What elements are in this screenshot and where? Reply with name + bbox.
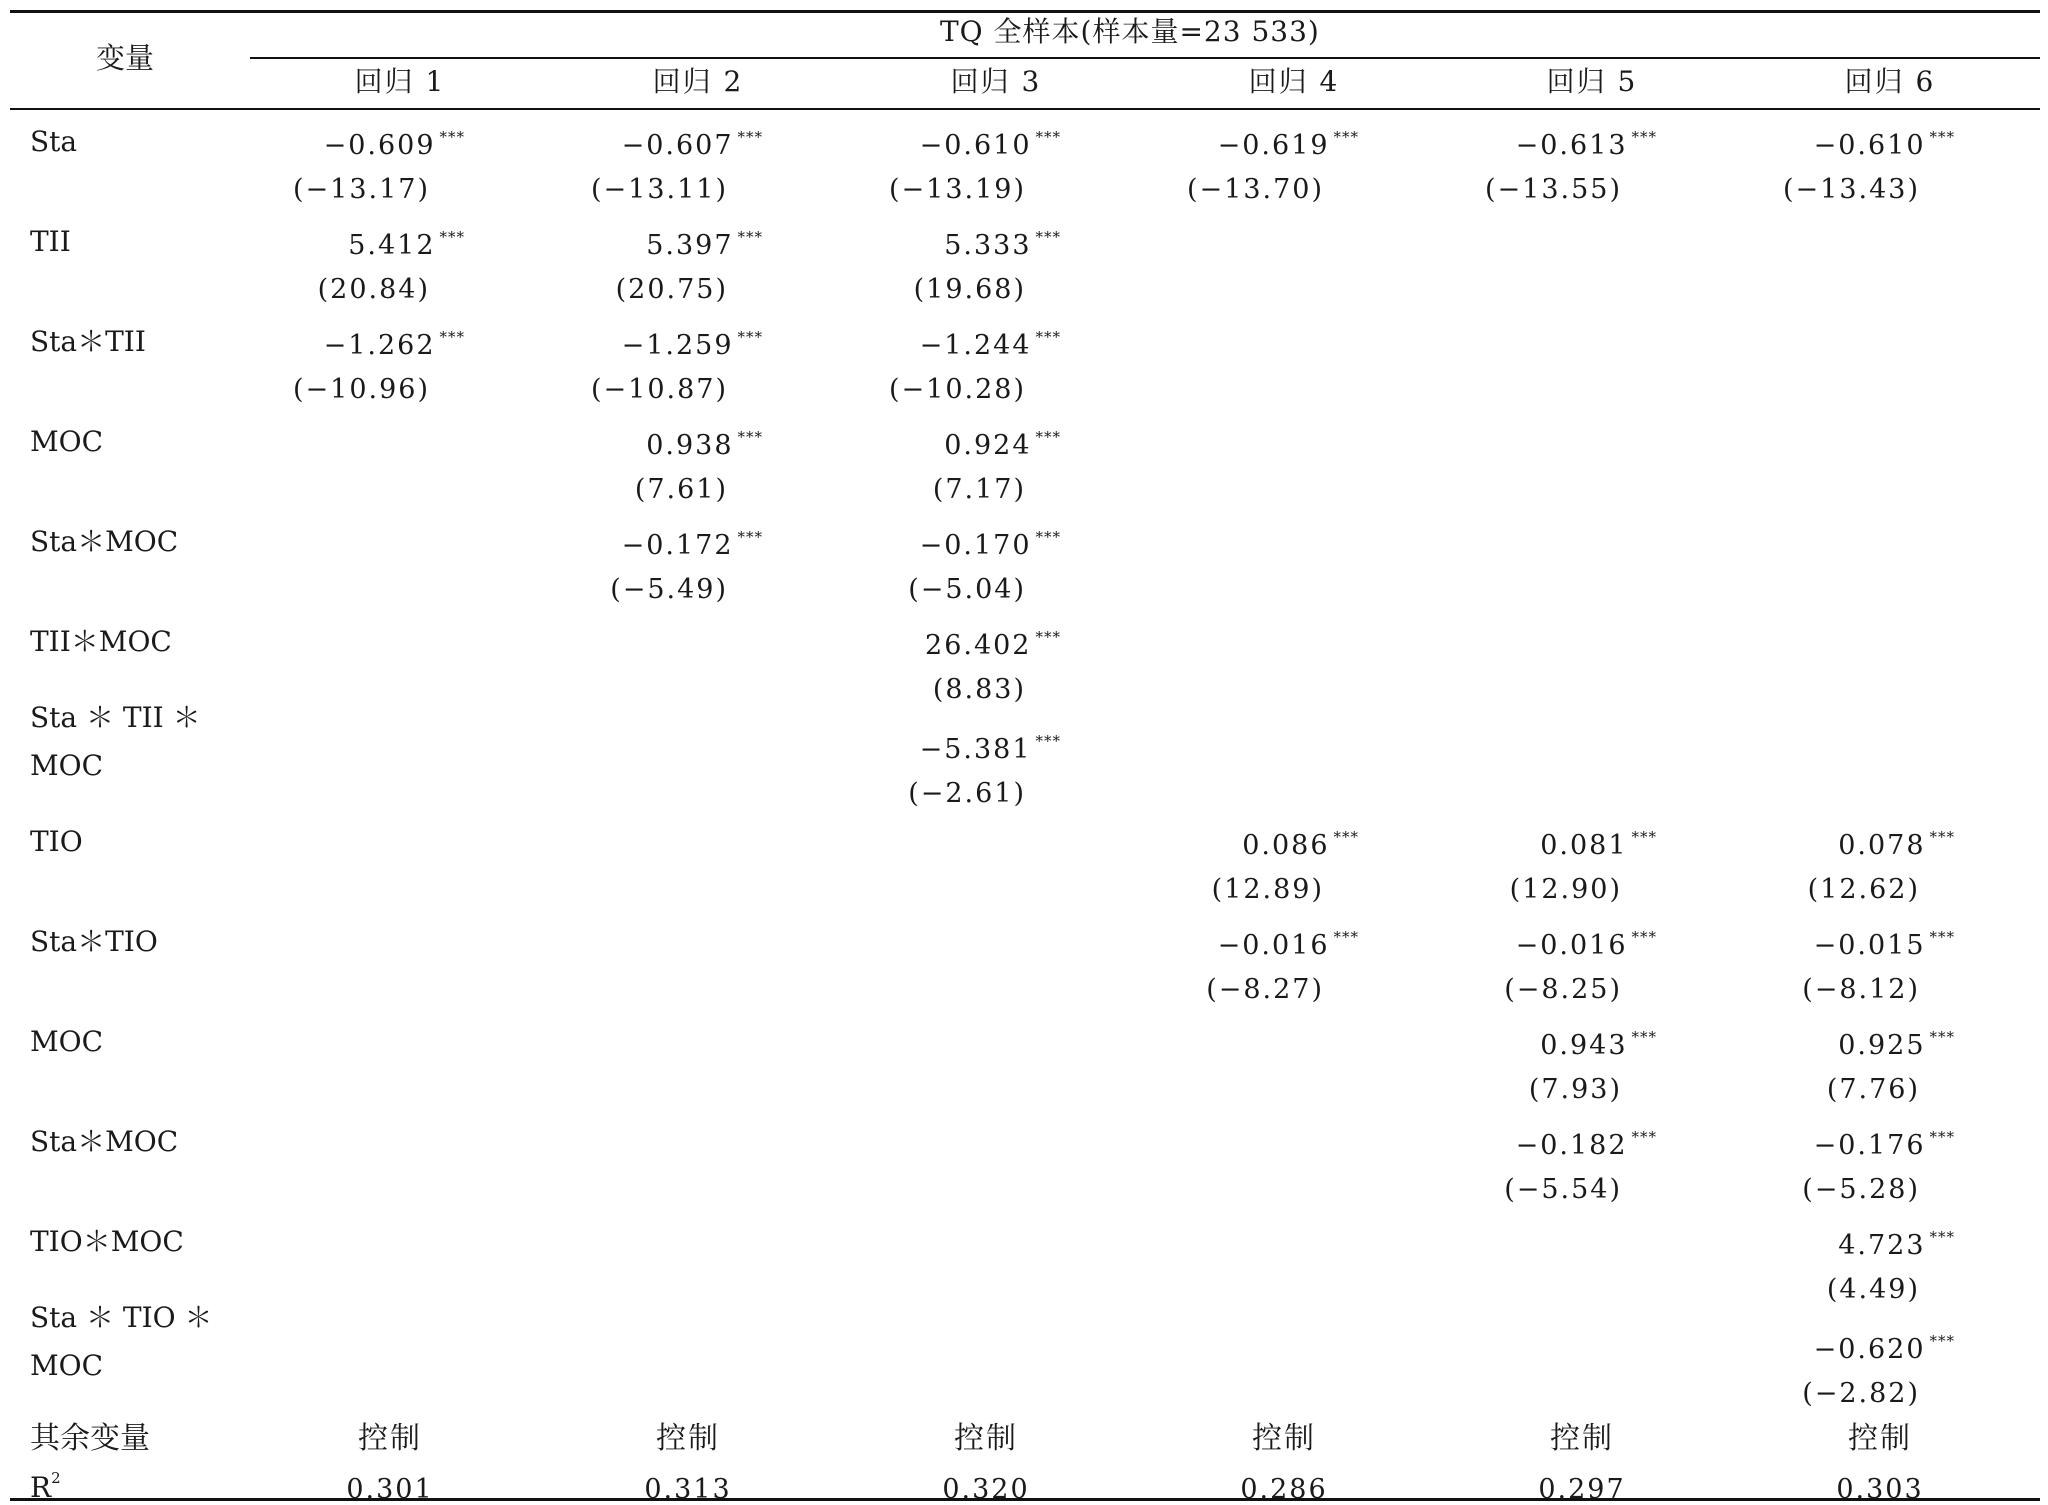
coefficient-value: −0.015: [1813, 930, 1926, 961]
significance-stars: ***: [1631, 1028, 1657, 1046]
coefficient-value: −0.172: [621, 530, 734, 561]
coefficient: [1417, 128, 1657, 161]
coefficient: [523, 328, 763, 361]
coefficient-value: 0.078: [1838, 830, 1926, 861]
t-statistic: (−2.82): [1802, 1378, 1920, 1409]
significance-stars: ***: [1035, 732, 1061, 750]
t-statistic: (−13.19): [889, 174, 1026, 205]
significance-stars: ***: [1035, 228, 1061, 246]
column-header: 回归 5: [1546, 65, 1638, 98]
significance-stars: ***: [1631, 1128, 1657, 1146]
coefficient-value: 5.397: [646, 230, 734, 261]
t-statistic: (12.89): [1211, 874, 1324, 905]
significance-stars: ***: [737, 328, 763, 346]
coefficient-value: −0.607: [621, 130, 734, 161]
t-statistic: (7.93): [1528, 1074, 1622, 1105]
r-squared-value: 0.301: [346, 1474, 434, 1505]
coefficient: [1119, 828, 1359, 861]
significance-stars: ***: [1035, 628, 1061, 646]
column-header: 回归 1: [354, 65, 446, 98]
t-statistic: (−8.27): [1206, 974, 1324, 1005]
significance-stars: ***: [1631, 928, 1657, 946]
t-statistic: (7.61): [634, 474, 728, 505]
significance-stars: ***: [1035, 528, 1061, 546]
significance-stars: ***: [1929, 1228, 1955, 1246]
coefficient-value: −0.610: [919, 130, 1032, 161]
variable-name: MOC: [30, 425, 104, 458]
coefficient: [821, 428, 1061, 461]
coefficient: [1417, 1028, 1657, 1061]
coefficient: [523, 128, 763, 161]
significance-stars: ***: [1929, 928, 1955, 946]
coefficient: [225, 128, 465, 161]
t-statistic: (−5.28): [1802, 1174, 1920, 1205]
coefficient: [523, 428, 763, 461]
coefficient-value: −0.620: [1813, 1334, 1926, 1365]
coefficient: [1715, 1128, 1955, 1161]
coefficient: [1119, 128, 1359, 161]
r-squared-label: [30, 1468, 61, 1504]
controls-value: 控制: [954, 1421, 1018, 1456]
t-statistic: (12.90): [1509, 874, 1622, 905]
variable-name: Sta ＊ TIO ＊: [30, 1301, 213, 1334]
t-statistic: (−5.04): [908, 574, 1026, 605]
significance-stars: ***: [1631, 828, 1657, 846]
r-squared-value: 0.286: [1240, 1474, 1328, 1505]
controls-value: 控制: [1550, 1421, 1614, 1456]
coefficient: [821, 328, 1061, 361]
coefficient-value: 0.943: [1540, 1030, 1628, 1061]
controls-label: 其余变量: [30, 1421, 150, 1456]
coefficient: [821, 228, 1061, 261]
controls-value: 控制: [1848, 1421, 1912, 1456]
variable-name: Sta ＊ TII ＊: [30, 701, 201, 734]
coefficient: [523, 528, 763, 561]
coefficient: [821, 628, 1061, 661]
coefficient-value: −0.016: [1217, 930, 1330, 961]
t-statistic: (−13.55): [1485, 174, 1622, 205]
coefficient-value: 4.723: [1838, 1230, 1926, 1261]
t-statistic: (−10.96): [293, 374, 430, 405]
significance-stars: ***: [737, 428, 763, 446]
significance-stars: ***: [439, 328, 465, 346]
r-squared-value: 0.313: [644, 1474, 732, 1505]
t-statistic: (−8.25): [1504, 974, 1622, 1005]
coefficient-value: −0.613: [1515, 130, 1628, 161]
variable-name-cont: MOC: [30, 1349, 104, 1382]
coefficient-value: 0.925: [1838, 1030, 1926, 1061]
t-statistic: (−5.54): [1504, 1174, 1622, 1205]
r-squared-value: 0.303: [1836, 1474, 1924, 1505]
coefficient-value: −0.619: [1217, 130, 1330, 161]
variable-name: Sta＊TII: [30, 325, 146, 358]
t-statistic: (−8.12): [1802, 974, 1920, 1005]
significance-stars: ***: [1035, 328, 1061, 346]
variable-name: TII: [30, 225, 71, 258]
sample-header: TQ 全样本(样本量=23 533): [940, 15, 1320, 48]
coefficient: [1715, 928, 1955, 961]
t-statistic: (20.75): [615, 274, 728, 305]
coefficient-value: −0.609: [323, 130, 436, 161]
variable-name: Sta＊TIO: [30, 925, 158, 958]
controls-value: 控制: [656, 1421, 720, 1456]
significance-stars: ***: [1631, 128, 1657, 146]
significance-stars: ***: [737, 228, 763, 246]
variable-name-cont: MOC: [30, 749, 104, 782]
significance-stars: ***: [1929, 1028, 1955, 1046]
t-statistic: (−10.87): [591, 374, 728, 405]
coefficient-value: −0.016: [1515, 930, 1628, 961]
coefficient-value: 0.938: [646, 430, 734, 461]
coefficient: [1715, 1028, 1955, 1061]
coefficient: [1715, 828, 1955, 861]
coefficient: [1715, 1332, 1955, 1365]
t-statistic: (−13.17): [293, 174, 430, 205]
header-rule: [10, 108, 2040, 110]
coefficient-value: 5.333: [944, 230, 1032, 261]
coefficient-value: −1.262: [323, 330, 436, 361]
coefficient: [1417, 928, 1657, 961]
t-statistic: (−2.61): [908, 778, 1026, 809]
coefficient: [821, 128, 1061, 161]
significance-stars: ***: [1333, 828, 1359, 846]
coefficient-value: −1.259: [621, 330, 734, 361]
t-statistic: (12.62): [1807, 874, 1920, 905]
coefficient-value: −5.381: [919, 734, 1032, 765]
variable-name: TIO＊MOC: [30, 1225, 184, 1258]
r-squared-exponent: 2: [51, 1468, 61, 1487]
significance-stars: ***: [439, 128, 465, 146]
t-statistic: (8.83): [932, 674, 1026, 705]
t-statistic: (7.17): [932, 474, 1026, 505]
significance-stars: ***: [1035, 128, 1061, 146]
column-header: 回归 4: [1248, 65, 1340, 98]
t-statistic: (7.76): [1826, 1074, 1920, 1105]
coefficient: [821, 732, 1061, 765]
coefficient: [1417, 828, 1657, 861]
variable-name: TII＊MOC: [30, 625, 172, 658]
r-squared-letter: R: [30, 1471, 52, 1504]
spanner-rule: [250, 57, 2040, 59]
regression-table: [10, 10, 2040, 1505]
coefficient-value: 26.402: [925, 630, 1032, 661]
t-statistic: (4.49): [1826, 1274, 1920, 1305]
coefficient-value: 5.412: [348, 230, 436, 261]
coefficient: [821, 528, 1061, 561]
significance-stars: ***: [1333, 928, 1359, 946]
coefficient: [523, 228, 763, 261]
coefficient-value: −0.610: [1813, 130, 1926, 161]
significance-stars: ***: [737, 528, 763, 546]
t-statistic: (−13.11): [591, 174, 728, 205]
r-squared-value: 0.297: [1538, 1474, 1626, 1505]
column-header: 回归 2: [652, 65, 744, 98]
variable-name: Sta＊MOC: [30, 525, 179, 558]
coefficient-value: −0.170: [919, 530, 1032, 561]
significance-stars: ***: [1333, 128, 1359, 146]
column-header: 回归 3: [950, 65, 1042, 98]
coefficient-value: −0.182: [1515, 1130, 1628, 1161]
coefficient-value: −0.176: [1813, 1130, 1926, 1161]
coefficient: [1715, 1228, 1955, 1261]
coefficient: [1715, 128, 1955, 161]
coefficient: [1417, 1128, 1657, 1161]
variable-name: TIO: [30, 825, 83, 858]
column-header: 回归 6: [1844, 65, 1936, 98]
coefficient: [225, 228, 465, 261]
t-statistic: (−13.43): [1783, 174, 1920, 205]
variable-name: Sta＊MOC: [30, 1125, 179, 1158]
variable-name: MOC: [30, 1025, 104, 1058]
coefficient-value: 0.081: [1540, 830, 1628, 861]
variable-header: 变量: [96, 41, 155, 75]
significance-stars: ***: [1929, 828, 1955, 846]
significance-stars: ***: [1929, 1128, 1955, 1146]
significance-stars: ***: [1929, 1332, 1955, 1350]
variable-name: Sta: [30, 125, 78, 158]
coefficient-value: 0.086: [1242, 830, 1330, 861]
coefficient-value: −1.244: [919, 330, 1032, 361]
significance-stars: ***: [1035, 428, 1061, 446]
t-statistic: (−10.28): [889, 374, 1026, 405]
controls-value: 控制: [1252, 1421, 1316, 1456]
controls-value: 控制: [358, 1421, 422, 1456]
top-rule: [10, 10, 2040, 13]
significance-stars: ***: [737, 128, 763, 146]
significance-stars: ***: [1929, 128, 1955, 146]
coefficient: [1119, 928, 1359, 961]
t-statistic: (−13.70): [1187, 174, 1324, 205]
coefficient-value: 0.924: [944, 430, 1032, 461]
t-statistic: (−5.49): [610, 574, 728, 605]
significance-stars: ***: [439, 228, 465, 246]
t-statistic: (19.68): [913, 274, 1026, 305]
r-squared-value: 0.320: [942, 1474, 1030, 1505]
coefficient: [225, 328, 465, 361]
t-statistic: (20.84): [317, 274, 430, 305]
